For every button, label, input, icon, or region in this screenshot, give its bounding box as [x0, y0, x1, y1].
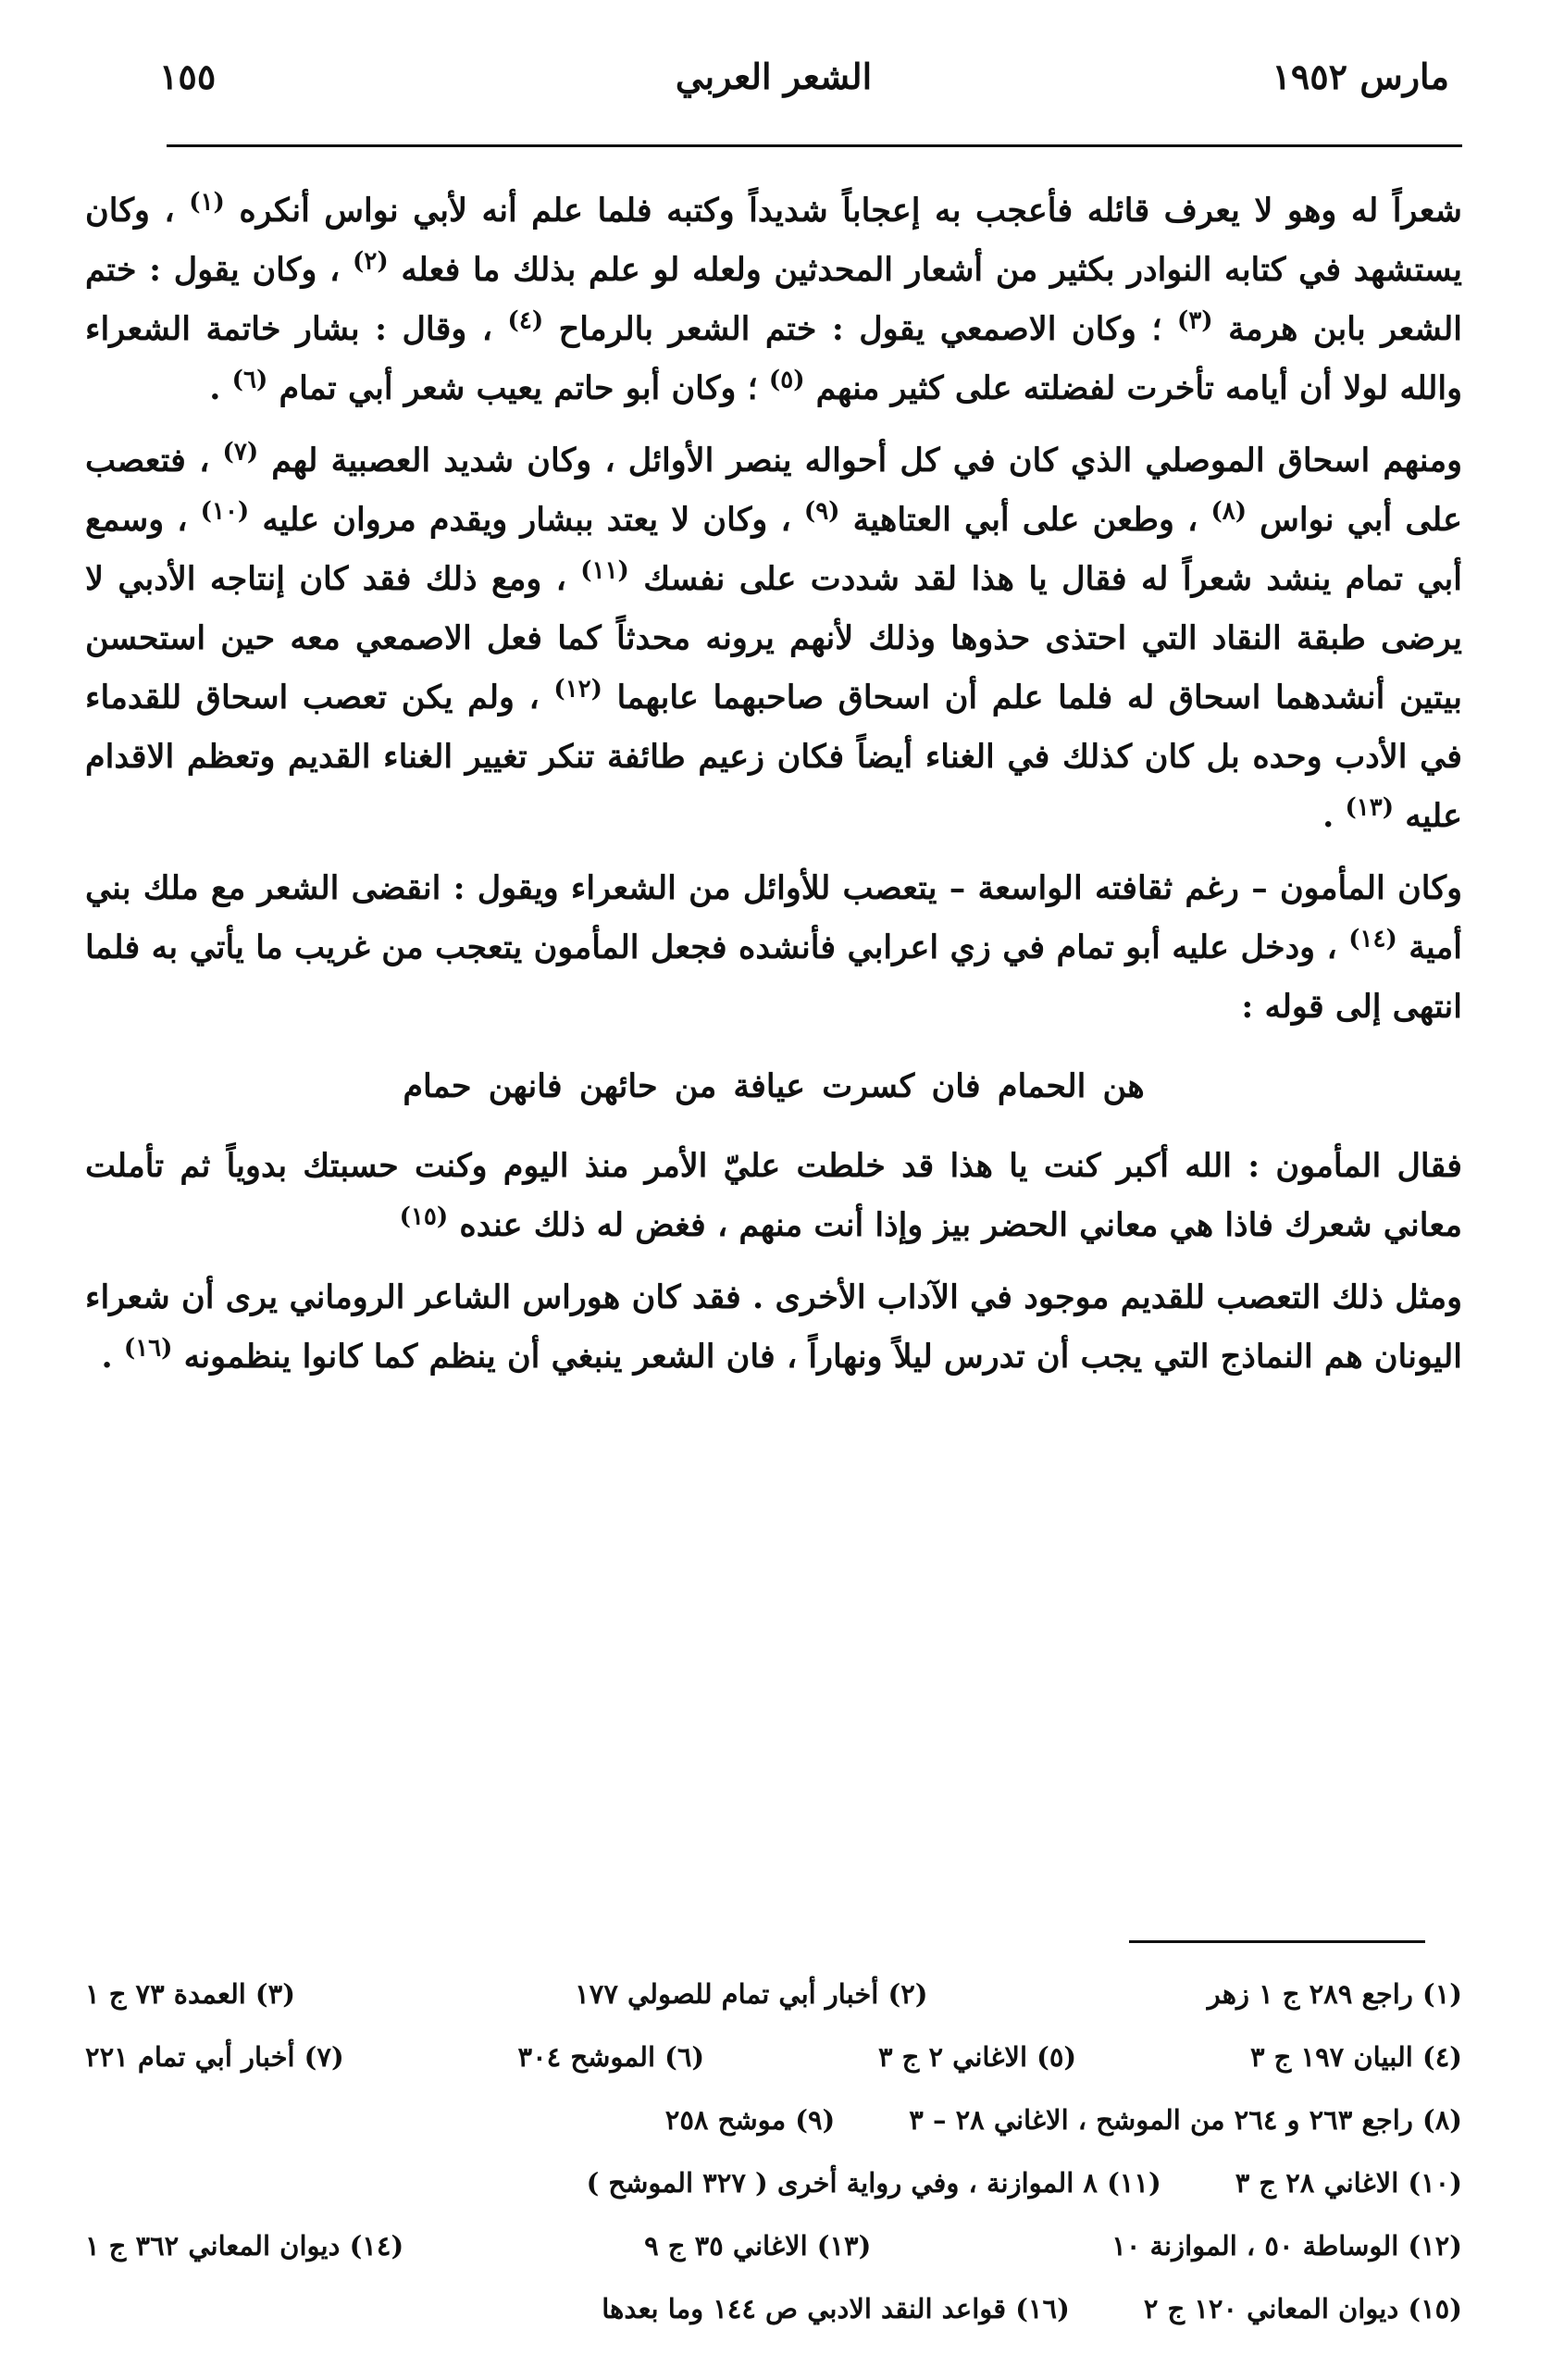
footnote-entry: (٤) البيان ١٩٧ ج ٣ [1250, 2041, 1462, 2073]
footnote-marker: (١٤) [1348, 925, 1397, 953]
footnote-entry: (١٢) الوساطة ٥٠ ، الموازنة ١٠ [1111, 2230, 1462, 2262]
footnote-entry: (١) راجع ٢٨٩ ج ١ زهر [1207, 1978, 1462, 2010]
footnote-entry: (٢) أخبار أبي تمام للصولي ١٧٧ [575, 1978, 928, 2010]
footnote-marker: (٥) [768, 366, 805, 394]
footnote-entry: (١٤) ديوان المعاني ٣٦٢ ج ١ [85, 2230, 404, 2262]
footnote-marker: (١) [189, 188, 225, 217]
footnote-entry: (١٥) ديوان المعاني ١٢٠ ج ٢ [1143, 2293, 1462, 2324]
footnote-marker: (٢) [353, 247, 389, 276]
footnote-entry: (١٣) الاغاني ٣٥ ج ٩ [644, 2230, 872, 2262]
footnote-marker: (٩) [803, 497, 840, 526]
footnote-marker: (٨) [1210, 497, 1247, 526]
footnote-entry: (٧) أخبار أبي تمام ٢٢١ [85, 2041, 344, 2073]
footnote-marker: (١٣) [1345, 793, 1395, 822]
footnote-marker: (١١) [580, 556, 629, 585]
footnote-marker: (١٦) [123, 1334, 173, 1363]
header-rule [167, 144, 1462, 147]
footnote-marker: (٧) [222, 438, 259, 467]
paragraph: ومثل ذلك التعصب للقديم موجود في الآداب الأخرى . فقد كان هوراس الشاعر الروماني يرى أن شعراء اليونان هم النماذج التي يجب أن تدرس ليلاً ونهاراً ، فان الشعر ينبغي أن ينظم كما كانوا ينظمونه $^{(١٦)}$ . [85, 1278, 1462, 1376]
footnote-marker: (٦) [231, 366, 268, 394]
footnote-marker: (٣) [1177, 306, 1213, 335]
page-number: ١٥٥ [159, 56, 217, 97]
footnote-line [85, 1963, 1462, 2025]
running-head [85, 39, 1462, 111]
footnote-entry: (٦) الموشح ٣٠٤ [517, 2041, 705, 2073]
footnote-marker: (٤) [507, 306, 544, 335]
paragraph: فقال المأمون : الله أكبر كنت يا هذا قد خلطت عليّ الأمر منذ اليوم وكنت حسبتك بدوياً ثم تأملت معاني شعرك فاذا هي معاني الحضر بيز وإذا أنت منهم ، فغض له ذلك عنده $^{(١٥)}$ [85, 1147, 1462, 1244]
footnote-entry: (٨) راجع ٢٦٣ و ٢٦٤ من الموشح ، الاغاني ٢٨ – ٣ [909, 2104, 1462, 2136]
issue-date: مارس ١٩٥٢ [1272, 56, 1449, 97]
footnote-marker: (١٠) [200, 497, 250, 526]
footnote-line [85, 2214, 1462, 2277]
journal-section-title: الشعر العربي [675, 56, 873, 97]
footnote-marker: (١٢) [553, 675, 602, 704]
footnote-entry: (٥) الاغاني ٢ ج ٣ [878, 2041, 1077, 2073]
footnote-rule [1129, 1940, 1425, 1943]
footnotes [85, 1963, 1462, 2340]
footnote-entry: (١٠) الاغاني ٢٨ ج ٣ [1235, 2167, 1462, 2199]
footnote-entry: (٣) العمدة ٧٣ ج ١ [85, 1978, 295, 2010]
paragraph: شعراً له وهو لا يعرف قائله فأعجب به إعجاباً شديداً وكتبه فلما علم أنه لأبي نواس أنكره $^{(١)}$ ، وكان يستشهد في كتابه النوادر بكثير من أشعار المحدثين ولعله لو علم بذلك ما فعله $^{(٢)}$ ، وكان يقول : ختم الشعر بابن هرمة $^{(٣)}$ ؛ وكان الاصمعي يقول : ختم الشعر بالرماح $^{(٤)}$ ، وقال : بشار خاتمة الشعراء والله لولا أن أيامه تأخرت لفضلته على كثير منهم $^{(٥)}$ ؛ وكان أبو حاتم يعيب شعر أبي تمام $^{(٦)}$ . [85, 188, 1463, 407]
paragraph: وكان المأمون – رغم ثقافته الواسعة – يتعصب للأوائل من الشعراء ويقول : انقضى الشعر مع ملك بني أمية $^{(١٤)}$ ، ودخل عليه أبو تمام في زي اعرابي فأنشده فجعل المأمون يتعجب من غريب ما يأتي به فلما انتهى إلى قوله : [85, 869, 1462, 1026]
footnote-line [85, 2277, 1462, 2340]
footnote-marker: (١٥) [399, 1202, 449, 1231]
footnote-entry: (٩) موشح ٢٥٨ [664, 2104, 836, 2136]
paragraph: ومنهم اسحاق الموصلي الذي كان في كل أحواله ينصر الأوائل ، وكان شديد العصبية لهم $^{(٧)}$ ، فتعصب على أبي نواس $^{(٨)}$ ، وطعن على أبي العتاهية $^{(٩)}$ ، وكان لا يعتد ببشار ويقدم مروان عليه $^{(١٠)}$ ، وسمع أبي تمام ينشد شعراً له فقال يا هذا لقد شددت على نفسك $^{(١١)}$ ، ومع ذلك فقد كان إنتاجه الأدبي لا يرضى طبقة النقاد التي احتذى حذوها وذلك لأنهم يرونه محدثاً كما فعل الاصمعي معه حين استحسن بيتين أنشدهما اسحاق له فلما علم أن اسحاق صاحبهما عابهما $^{(١٢)}$ ، ولم يكن تعصب اسحاق للقدماء في الأدب وحده بل كان كذلك في الغناء أيضاً فكان زعيم طائفة تنكر تغيير الغناء القديم وتعظم الاقدام عليه $^{(١٣)}$ . [85, 438, 1463, 835]
footnote-entry: (١١) ٨ الموازنة ، وفي رواية أخرى ( ٣٢٧ الموشح ) [586, 2167, 1161, 2199]
footnote-line [85, 2025, 1462, 2088]
footnote-entry: (١٦) قواعد النقد الادبي ص ١٤٤ وما بعدها [602, 2293, 1070, 2324]
footnote-line [85, 2088, 1462, 2151]
footnote-line [85, 2151, 1462, 2214]
quoted-verse: هن الحمام فان كسرت عيافة من حائهن فانهن حمام [403, 1067, 1145, 1105]
article-body [85, 181, 1462, 1400]
